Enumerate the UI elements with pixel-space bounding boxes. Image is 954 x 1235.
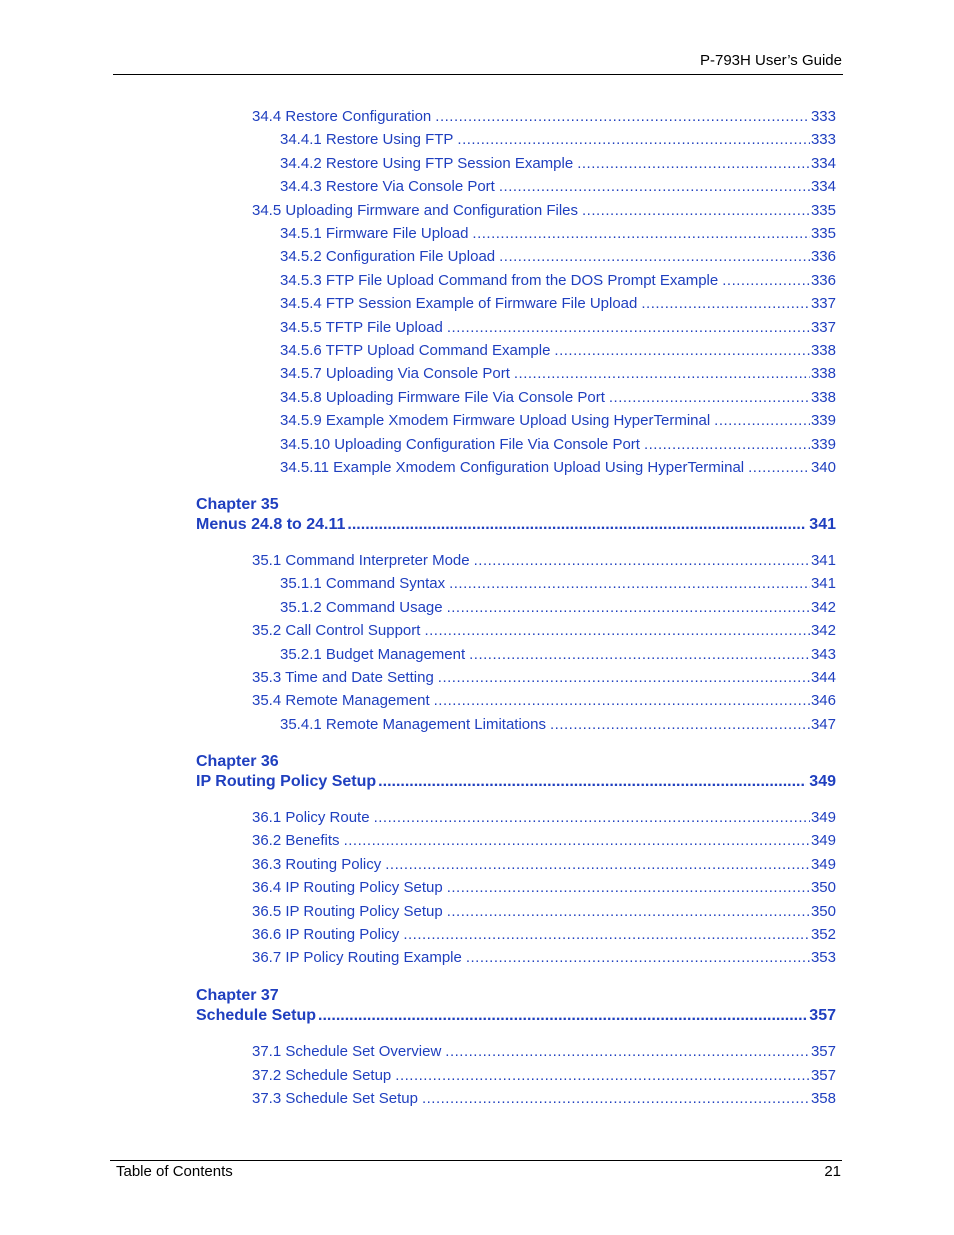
toc-entry-label: 34.5.5 TFTP File Upload (280, 318, 443, 336)
toc-entry[interactable] (252, 669, 836, 687)
dot-leader (395, 1067, 810, 1085)
toc-entry-label: 37.3 Schedule Set Setup (252, 1090, 418, 1108)
dot-leader (609, 389, 810, 407)
dot-leader (344, 832, 810, 850)
dot-leader (550, 716, 810, 734)
toc-entry-label: 35.3 Time and Date Setting (252, 669, 434, 686)
chapter-title: IP Routing Policy Setup (196, 773, 377, 790)
chapter-title: Menus 24.8 to 24.11 (196, 516, 346, 533)
dot-leader (499, 178, 810, 196)
toc-entry-page: 349 (810, 855, 836, 873)
dot-leader (438, 669, 810, 687)
toc-entry-page: 349 (810, 832, 836, 850)
toc-entry[interactable] (252, 622, 836, 640)
chapter-36-title-link[interactable] (196, 772, 836, 792)
toc-entry-page: 338 (810, 342, 836, 359)
toc-entry-page: 344 (810, 669, 836, 686)
toc-entry-label: 36.3 Routing Policy (252, 855, 382, 873)
toc-entry-page: 341 (810, 552, 836, 569)
dot-leader (435, 108, 810, 126)
chapter-35-title-link[interactable] (196, 515, 836, 535)
toc-entry-label: 34.4 Restore Configuration (252, 108, 432, 125)
toc-entry-page: 334 (810, 178, 836, 196)
toc-entry-page: 353 (810, 949, 836, 967)
toc-entry[interactable] (252, 832, 836, 850)
dot-leader (466, 949, 810, 967)
toc-entry[interactable] (280, 225, 836, 243)
toc-entry-page: 336 (810, 271, 836, 289)
chapter-page: 357 (809, 1007, 836, 1024)
toc-entry-label: 34.4.2 Restore Using FTP Session Example (280, 154, 574, 172)
toc-entry-page: 350 (810, 902, 836, 920)
dot-leader (472, 225, 810, 243)
page-footer (110, 1160, 842, 1185)
dot-leader (474, 552, 810, 570)
toc-entry[interactable] (280, 342, 836, 360)
dot-leader (447, 319, 810, 337)
chapter-page: 341 (809, 516, 836, 533)
toc-entry-page: 342 (810, 622, 836, 640)
toc-entry-label: 36.2 Benefits (252, 832, 340, 850)
toc-entry[interactable] (280, 436, 836, 454)
toc-entry[interactable] (252, 903, 836, 921)
toc-entry-page: 346 (810, 692, 836, 710)
toc-entry[interactable] (280, 365, 836, 383)
toc-entry[interactable] (252, 926, 836, 944)
dot-leader (422, 1090, 810, 1108)
toc-entry-label: 34.5.10 Uploading Configuration File Via Console Port (280, 435, 640, 453)
toc-entry-page: 341 (810, 575, 836, 593)
toc-entry-page: 350 (810, 879, 836, 897)
toc-entry[interactable] (252, 1090, 836, 1108)
dot-leader (447, 903, 810, 921)
toc-entry[interactable] (252, 1043, 836, 1061)
toc-entry-label: 34.5.8 Uploading Firmware File Via Console Port (280, 388, 605, 406)
toc-entry-label: 35.2 Call Control Support (252, 622, 421, 640)
toc-entry-page: 335 (810, 201, 836, 219)
toc-entry-label: 34.5.7 Uploading Via Console Port (280, 365, 510, 383)
toc-entry-label: 34.4.3 Restore Via Console Port (280, 178, 495, 196)
toc-entry[interactable] (280, 248, 836, 266)
toc-entry[interactable] (280, 412, 836, 430)
toc-entry-page: 343 (810, 645, 836, 663)
toc-entry-label: 36.7 IP Policy Routing Example (252, 949, 462, 967)
toc-entry-page: 357 (810, 1043, 836, 1060)
dot-leader (424, 622, 810, 640)
dot-leader (554, 342, 810, 360)
toc-entry-label: 36.6 IP Routing Policy (252, 926, 400, 943)
toc-entry-page: 333 (810, 131, 836, 149)
toc-entry[interactable] (280, 131, 836, 149)
dot-leader (385, 856, 810, 874)
toc-entry-label: 37.2 Schedule Setup (252, 1066, 392, 1084)
dot-leader (374, 809, 810, 827)
toc-entry[interactable] (280, 272, 836, 290)
dot-leader (582, 202, 810, 220)
guide-title: P-793H User’s Guide (699, 52, 842, 69)
toc-entry-page: 334 (810, 154, 836, 172)
dot-leader (449, 575, 810, 593)
dot-leader (722, 272, 810, 290)
toc-entry-page: 338 (810, 365, 836, 383)
toc-entry-label: 34.5.9 Example Xmodem Firmware Upload Using HyperTerminal (280, 412, 711, 430)
toc-entry-page: 349 (810, 809, 836, 826)
toc-entry[interactable] (252, 108, 836, 126)
dot-leader (434, 692, 810, 710)
toc-entry-page: 357 (810, 1066, 836, 1084)
page-number: 21 (824, 1163, 841, 1180)
toc-entry[interactable] (280, 599, 836, 617)
chapter-page: 349 (809, 773, 836, 790)
toc-entry[interactable] (252, 949, 836, 967)
chapter-title: Schedule Setup (196, 1007, 317, 1024)
toc-entry-page: 336 (810, 248, 836, 266)
dot-leader (378, 772, 806, 792)
toc-entry[interactable] (280, 295, 836, 313)
toc-entry-label: 36.4 IP Routing Policy Setup (252, 879, 443, 897)
dot-leader (447, 879, 810, 897)
toc-entry-label: 35.1 Command Interpreter Mode (252, 552, 470, 569)
toc-entry[interactable] (252, 552, 836, 570)
toc-entry-label: 34.5.11 Example Xmodem Configuration Upload Using HyperTerminal (280, 459, 745, 476)
dot-leader (347, 515, 806, 535)
toc-entry-page: 358 (810, 1090, 836, 1108)
toc-entry[interactable] (280, 178, 836, 196)
footer-section: Table of Contents (116, 1163, 233, 1180)
chapter-37-label[interactable]: Chapter 37 (196, 987, 279, 1004)
toc-entry[interactable] (280, 389, 836, 407)
toc-entry[interactable] (252, 809, 836, 827)
chapter-37-title-link[interactable] (196, 1006, 836, 1026)
toc-entry-label: 34.5.6 TFTP Upload Command Example (280, 342, 551, 359)
toc-entry-page: 342 (810, 598, 836, 616)
toc-entry-page: 338 (810, 388, 836, 406)
toc-entry-label: 35.4 Remote Management (252, 692, 430, 710)
toc-entry-label: 36.1 Policy Route (252, 809, 370, 826)
dot-leader (577, 155, 810, 173)
page-header (113, 50, 843, 75)
toc-entry-page: 339 (810, 435, 836, 453)
toc-entry[interactable] (280, 155, 836, 173)
toc-entry-label: 36.5 IP Routing Policy Setup (252, 902, 443, 920)
toc-entry-page: 340 (810, 459, 836, 476)
toc-entry-label: 34.4.1 Restore Using FTP (280, 131, 454, 149)
toc-entry-page: 335 (810, 225, 836, 242)
toc-entry[interactable] (252, 856, 836, 874)
toc-entry-label: 35.1.2 Command Usage (280, 598, 443, 616)
dot-leader (445, 1043, 810, 1061)
toc-entry-label: 37.1 Schedule Set Overview (252, 1043, 442, 1060)
toc-entry-label: 35.4.1 Remote Management Limitations (280, 715, 546, 733)
toc-entry-page: 333 (810, 108, 836, 125)
toc-entry-page: 352 (810, 926, 836, 943)
toc-entry-label: 35.2.1 Budget Management (280, 645, 466, 663)
dot-leader (748, 459, 810, 477)
dot-leader (457, 131, 810, 149)
dot-leader (469, 646, 810, 664)
toc-entry-page: 337 (810, 295, 836, 313)
toc-entry-page: 339 (810, 412, 836, 430)
toc-entry[interactable] (280, 716, 836, 734)
toc-entry-label: 35.1.1 Command Syntax (280, 575, 446, 593)
toc-entry[interactable] (252, 1067, 836, 1085)
toc-entry[interactable] (280, 459, 836, 477)
toc-entry-label: 34.5.4 FTP Session Example of Firmware File Upload (280, 295, 638, 313)
toc-entry[interactable] (252, 202, 836, 220)
toc-entry-label: 34.5.1 Firmware File Upload (280, 225, 469, 242)
dot-leader (514, 365, 810, 383)
dot-leader (447, 599, 810, 617)
toc-entry[interactable] (280, 646, 836, 664)
dot-leader (499, 248, 810, 266)
toc-entry[interactable] (252, 692, 836, 710)
dot-leader (644, 436, 810, 454)
toc-entry-label: 34.5.2 Configuration File Upload (280, 248, 496, 266)
toc-entry-label: 34.5 Uploading Firmware and Configuration Files (252, 201, 579, 219)
toc-entry-page: 337 (810, 318, 836, 336)
toc-entry[interactable] (252, 879, 836, 897)
toc-entry[interactable] (280, 319, 836, 337)
chapter-35-label[interactable]: Chapter 35 (196, 496, 279, 513)
toc-entry-label: 34.5.3 FTP File Upload Command from the DOS Prompt Example (280, 271, 719, 289)
toc-entry[interactable] (280, 575, 836, 593)
dot-leader (318, 1006, 806, 1026)
dot-leader (403, 926, 810, 944)
dot-leader (714, 412, 810, 430)
chapter-36-label[interactable]: Chapter 36 (196, 753, 279, 770)
dot-leader (641, 295, 810, 313)
toc-entry-page: 347 (810, 715, 836, 733)
